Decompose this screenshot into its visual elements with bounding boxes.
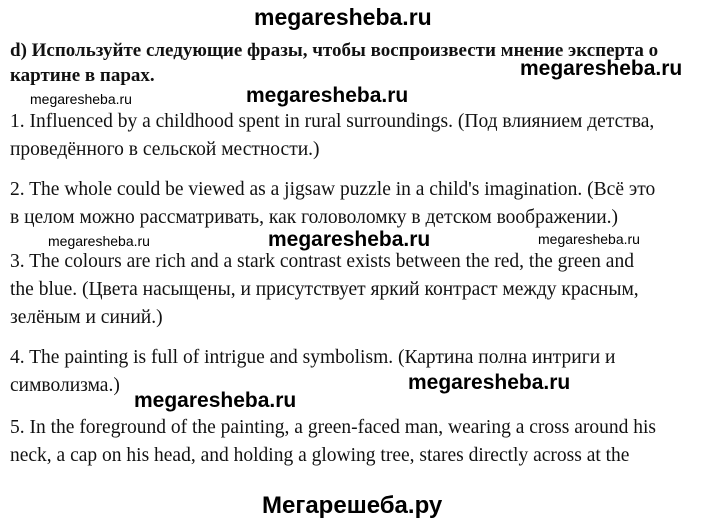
paragraph-5: 5. In the foreground of the painting, a green-faced man, wearing a cross around his neck, a cap on his head, and holding a glowing tree, stares directly across at the [10, 417, 656, 466]
watermark: megaresheba.ru [520, 57, 683, 80]
task-heading: d) Используйте следующие фразы, чтобы воспроизвести мнение эксперта о картине в парах. [10, 40, 659, 86]
watermark: megaresheba.ru [30, 91, 132, 107]
watermark-bottom: Мегарешеба.ру [262, 492, 443, 519]
paragraph-1: 1. Influenced by a childhood spent in rural surroundings. (Под влиянием детства, проведённого в сельской местности.) [10, 111, 655, 160]
paragraph-2: 2. The whole could be viewed as a jigsaw puzzle in a child's imagination. (Всё это в целом можно рассматривать, как головоломку в детском воображении.) [10, 179, 656, 228]
watermark: megaresheba.ru [134, 389, 297, 412]
paragraph-4: 4. The painting is full of intrigue and symbolism. (Картина полна интриги и символизма.) [10, 347, 616, 396]
watermark: megaresheba.ru [268, 228, 431, 251]
watermark: megaresheba.ru [408, 371, 571, 394]
watermark: megaresheba.ru [48, 233, 150, 249]
watermark: megaresheba.ru [246, 84, 409, 107]
watermark-top: megaresheba.ru [254, 4, 432, 30]
paragraph-3: 3. The colours are rich and a stark contrast exists between the red, the green and the blue. (Цвета насыщены, и присутствует яркий контраст между красным, зелёным и синий.) [10, 251, 639, 328]
watermark: megaresheba.ru [538, 231, 640, 247]
